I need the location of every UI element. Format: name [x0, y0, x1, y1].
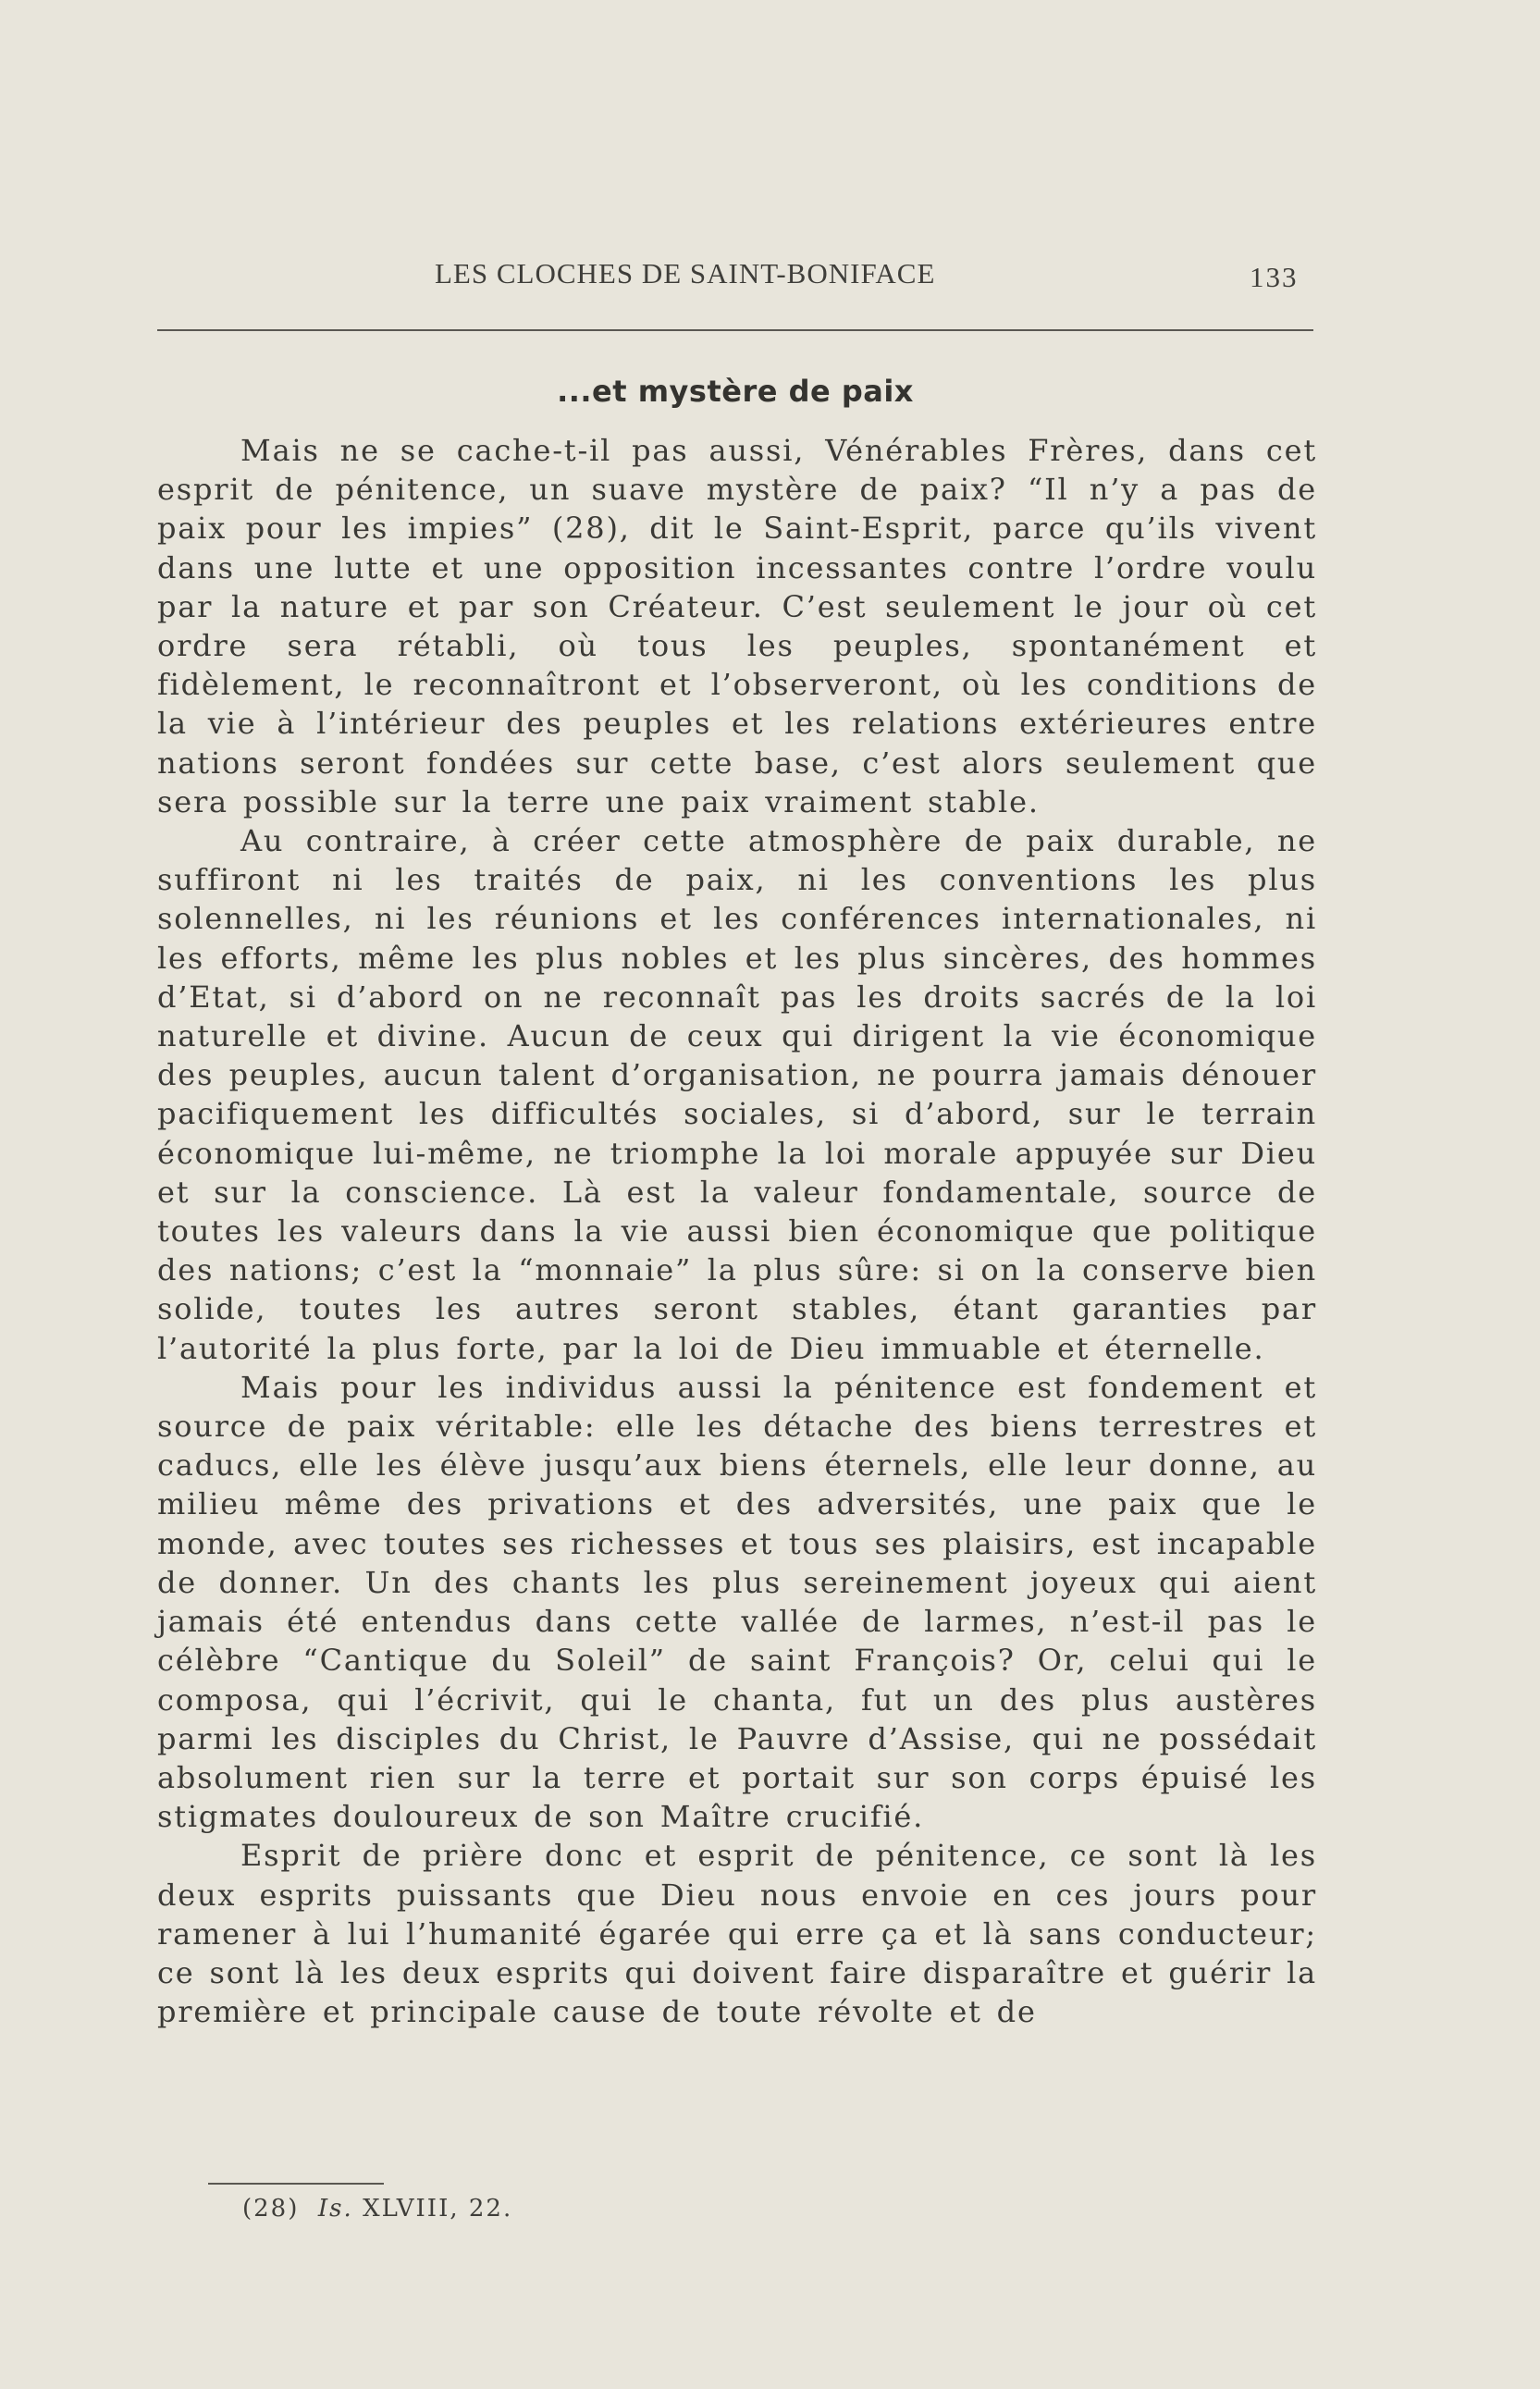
- paragraph-4: Esprit de prière donc et esprit de pénitence, ce sont là les deux esprits puissants que Dieu nous envoie en ces jours pour ramener à lui l’humanité égarée qui erre ça et là sans conducteur; ce sont là les deux esprits qui doivent faire disparaître et guérir la première et principale cause de toute révolte et de: [157, 1838, 1317, 2030]
- footnote-number: (28): [242, 2195, 300, 2223]
- footnote-reference: Is.: [317, 2195, 353, 2223]
- paragraph-3: Mais pour les individus aussi la pénitence est fondement et source de paix véritable: elle les détache des biens terrestres et caducs, elle les élève jusqu’aux biens éternels, elle leur donne, au milieu même des privations et des adversités, une paix que le monde, avec toutes ses richesses et tous ses plaisirs, est incapable de donner. Un des chants les plus sereinement joyeux qui aient jamais été entendus dans cette vallée de larmes, n’est-il pas le célèbre “Cantique du Soleil” de saint François? Or, celui qui le composa, qui l’écrivit, qui le chanta, fut un des plus austères parmi les disciples du Christ, le Pauvre d’Assise, qui ne possédait absolument rien sur la terre et portait sur son corps épuisé les stigmates douloureux de son Maître crucifié.: [157, 1369, 1317, 1835]
- page-number: 133: [1250, 261, 1299, 293]
- footnote-rule: [208, 2183, 384, 2185]
- section-heading: ...et mystère de paix: [557, 374, 914, 409]
- paragraph-2: Au contraire, à créer cette atmosphère de paix durable, ne suffiront ni les traités de paix, ni les conventions les plus solennelles, ni les réunions et les conférences internationales, ni les efforts, même les plus nobles et les plus sincères, des hommes d’Etat, si d’abord on ne reconnaît pas les droits sacrés de la loi naturelle et divine. Aucun de ceux qui dirigent la vie économique des peuples, aucun talent d’organisation, ne pourra jamais dénouer pacifiquement les difficultés sociales, si d’abord, sur le terrain économique lui-même, ne triomphe la loi morale appuyée sur Dieu et sur la conscience. Là est la valeur fondamentale, source de toutes les valeurs dans la vie aussi bien économique que politique des nations; c’est la “monnaie” la plus sûre: si on la conserve bien solide, toutes les autres seront stables, étant garanties par l’autorité la plus forte, par la loi de Dieu immuable et éternelle.: [157, 823, 1317, 1366]
- body-text: [157, 431, 1317, 2031]
- paragraph-1: Mais ne se cache-t-il pas aussi, Vénérables Frères, dans cet esprit de pénitence, un suave mystère de paix? “Il n’y a pas de paix pour les impies” (28), dit le Saint-Esprit, parce qu’ils vivent dans une lutte et une opposition incessantes contre l’ordre voulu par la nature et par son Créateur. C’est seulement le jour où cet ordre sera rétabli, où tous les peuples, spontanément et fidèlement, le reconnaîtront et l’observeront, où les conditions de la vie à l’intérieur des peuples et les relations extérieures entre nations seront fondées sur cette base, c’est alors seulement que sera possible sur la terre une paix vraiment stable.: [157, 433, 1317, 819]
- footnote-citation: XLVIII, 22.: [363, 2195, 513, 2223]
- running-head-title: LES CLOCHES DE SAINT-BONIFACE: [435, 257, 936, 289]
- header-rule: [157, 329, 1313, 331]
- footnote: [242, 2195, 512, 2223]
